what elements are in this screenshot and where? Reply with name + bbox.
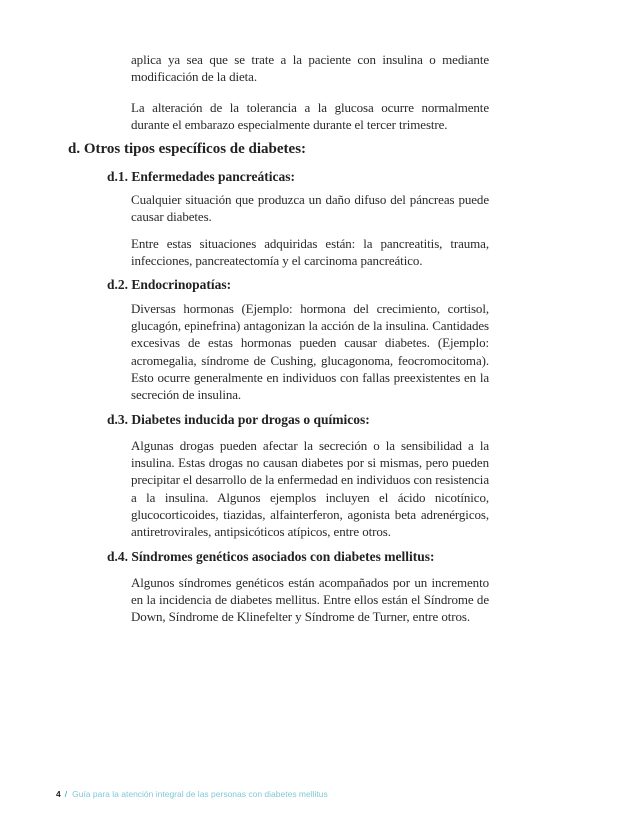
section-d-heading: d. Otros tipos específicos de diabetes: <box>68 141 307 157</box>
footer-separator: / <box>64 789 68 799</box>
section-d1-paragraph-1: Cualquier situación que produzca un daño difuso del páncreas puede causar diabetes. <box>131 192 489 225</box>
section-d2-heading: d.2. Endocrinopatías: <box>107 277 232 292</box>
section-d1-heading: d.1. Enfermedades pancreáticas: <box>107 169 295 184</box>
page-number: 4 <box>56 789 61 799</box>
section-d3-paragraph-1: Algunas drogas pueden afectar la secreción o la sensibilidad a la insulina. Estas drogas no causan diabetes por si mismas, pero pueden precipitar el desarrollo de la enfermedad en individuos con resistencia a la insulina. Algunos ejemplos incluyen el ácido nicotínico, glucocorticoides, tiazidas, alfainterferon, agonista beta adrenérgicos, antiretrovirales, antipsicóticos atípicos, entre otros. <box>131 438 489 540</box>
page-footer <box>56 789 328 799</box>
footer-title: Guía para la atención integral de las personas con diabetes mellitus <box>72 789 328 799</box>
section-d3-heading: d.3. Diabetes inducida por drogas o químicos: <box>107 412 370 427</box>
intro-paragraph-1: aplica ya sea que se trate a la paciente con insulina o mediante modificación de la dieta. <box>131 52 489 85</box>
section-d4-paragraph-1: Algunos síndromes genéticos están acompañados por un incremento en la incidencia de diabetes mellitus. Entre ellos están el Síndrome de Down, Síndrome de Klinefelter y Síndrome de Turner, entre otros. <box>131 575 489 625</box>
section-d4-heading: d.4. Síndromes genéticos asociados con diabetes mellitus: <box>107 549 435 564</box>
section-d1-paragraph-2: Entre estas situaciones adquiridas están: la pancreatitis, trauma, infecciones, pancreatectomía y el carcinoma pancreático. <box>131 236 489 269</box>
section-d2-paragraph-1: Diversas hormonas (Ejemplo: hormona del crecimiento, cortisol, glucagón, epinefrina) antagonizan la acción de la insulina. Cantidades excesivas de estas hormonas pueden causar diabetes. (Ejemplo: acromegalia, síndrome de Cushing, glucagonoma, feocromocitoma). Esto ocurre generalmente en individuos con fallas preexistentes en la secreción de insulina. <box>131 301 489 403</box>
intro-paragraph-2: La alteración de la tolerancia a la glucosa ocurre normalmente durante el embarazo especialmente durante el tercer trimestre. <box>131 100 489 133</box>
